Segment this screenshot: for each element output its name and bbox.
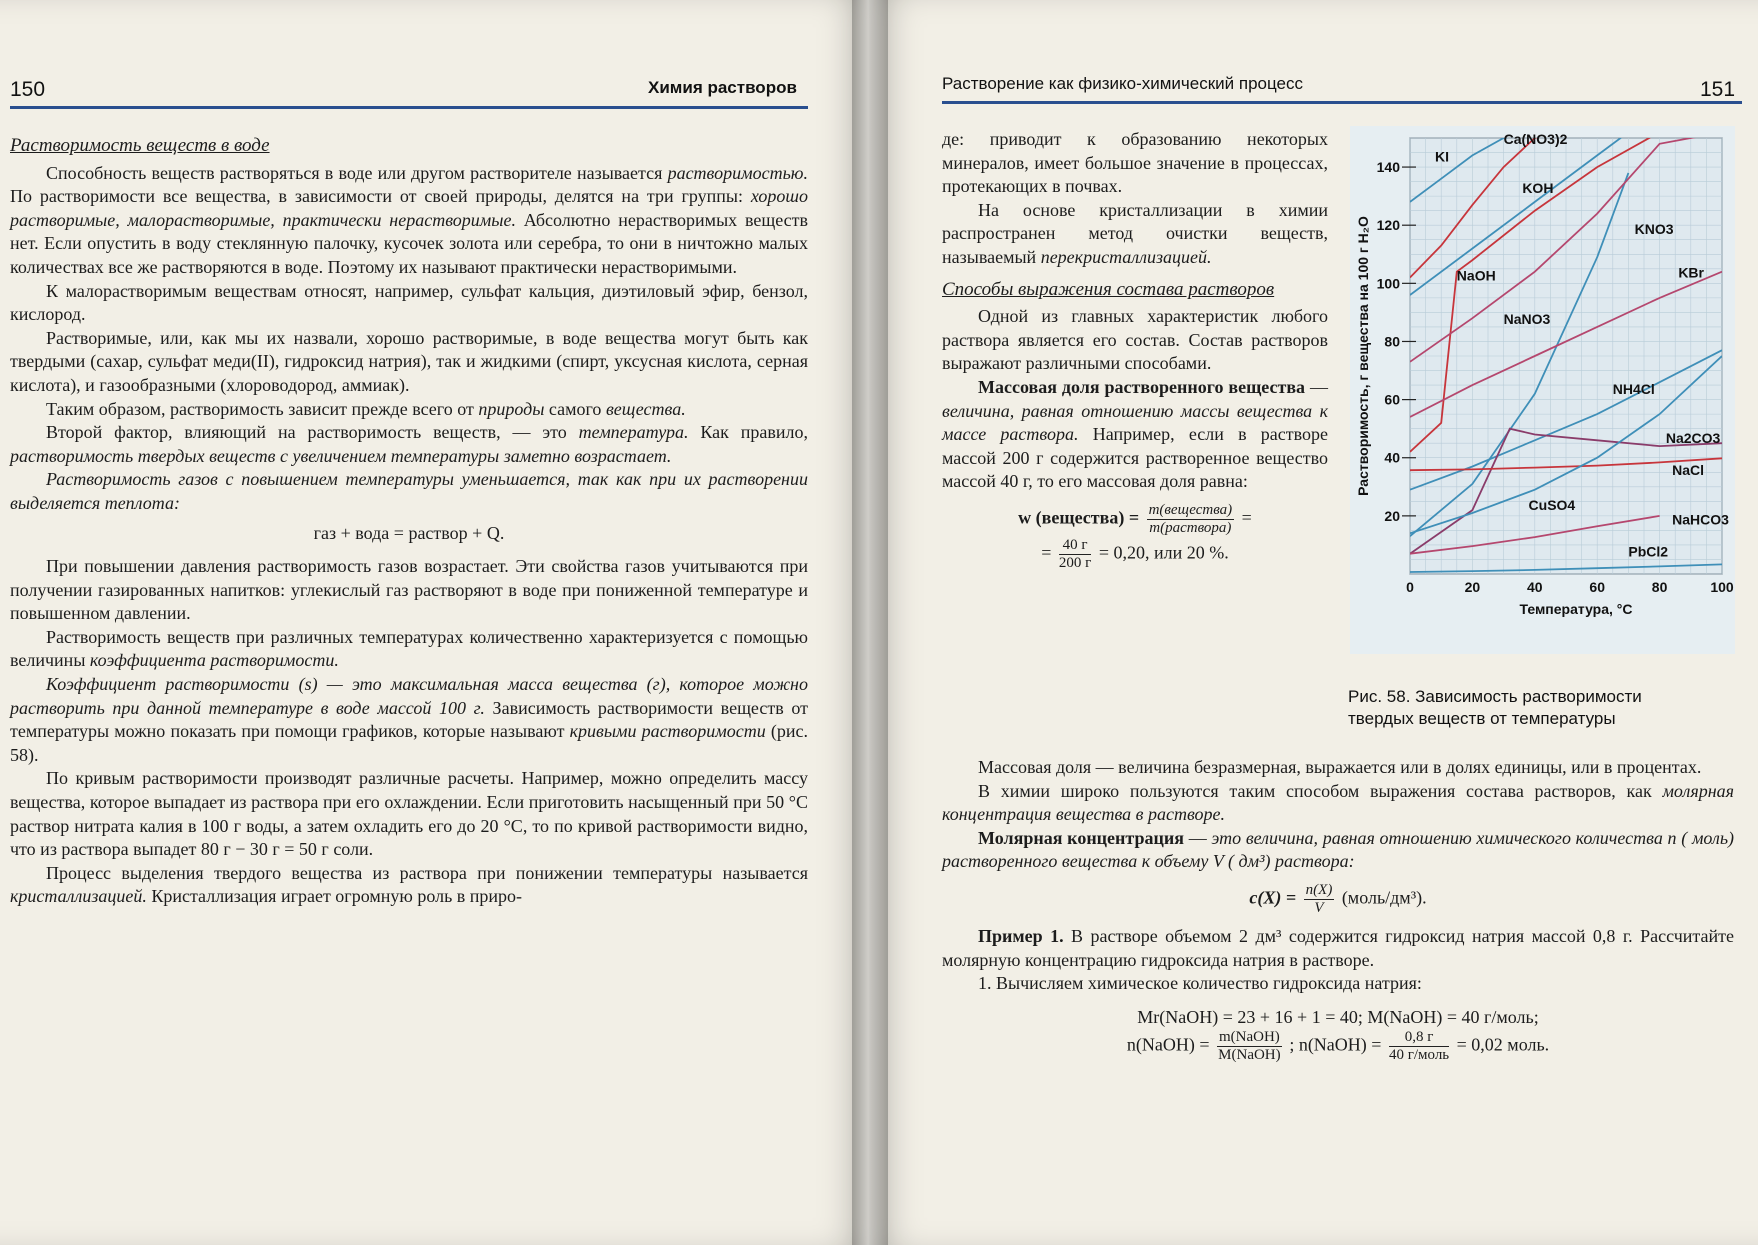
series-label-nano3: NaNO3	[1503, 311, 1551, 328]
paragraph	[942, 305, 1328, 376]
fraction-denominator: V	[1314, 899, 1324, 916]
text-run: Абсолютно нерастворимых веществ нет. Если опустить в воду стеклянную палочку, кусочек золота или серебра, то они в ничтожно малых количествах все же растворяются в воде. Поэтому их называют практически нерастворимыми.	[10, 209, 808, 277]
left-body-text	[10, 134, 808, 909]
text-run: Например, если в растворе массой 200 г содержится растворенное вещество массой 40 г, то его массовая доля равна:	[942, 424, 1328, 492]
series-label-ki: KI	[1434, 148, 1449, 165]
figure-caption: Рис. 58. Зависимость растворимости твердых веществ от температуры	[1348, 687, 1642, 728]
text-run: Массовая доля — величина безразмерная, выражается или в долях единицы, или в процентах.	[978, 757, 1702, 777]
text-run: Растворимость веществ при различных температурах количественно характеризуется с помощью величины	[10, 626, 808, 671]
paragraph	[10, 673, 808, 767]
series-label-cuso4: CuSO4	[1528, 497, 1576, 514]
text-run: Одной из главных характеристик любого раствора является его состав. Состав растворов выражают различными способами.	[942, 306, 1328, 374]
text-run: К малорастворимым веществам относят, например, сульфат кальция, диэтиловый эфир, бензол, кислород.	[10, 280, 808, 325]
bold-run: Массовая доля растворенного вещества	[978, 376, 1306, 397]
series-label-naoh: NaOH	[1456, 267, 1496, 284]
text-run: Зависимость растворимости веществ от температуры можно показать при помощи графиков, которые называют	[10, 697, 808, 742]
text-run: Растворимые, или, как мы их назвали, хорошо растворимые, в воде вещества могут быть как твердыми (сахар, сульфат меди(II), гидроксид натрия), так и жидкими (спирт, уксусная кислота, серная кислота), и газообразными (хлороводород, аммиак).	[10, 327, 808, 395]
formula-tail: = 0,02 моль.	[1456, 1034, 1550, 1055]
text-run: На основе кристаллизации в химии распространен метод очистки веществ, называемый	[942, 199, 1328, 267]
paragraph	[10, 862, 808, 909]
x-tick-label: 60	[1589, 579, 1605, 595]
italic-run: кристаллизацией.	[10, 886, 147, 907]
text-run: Процесс выделения твердого вещества из раствора при понижении температуры называется	[46, 862, 808, 883]
paragraph	[10, 398, 808, 422]
mass-fraction-formula	[942, 502, 1328, 537]
fraction-numerator: n(X)	[1305, 881, 1333, 898]
text-run: Кристаллизация играет огромную роль в приро-	[146, 886, 523, 907]
y-tick-label: 140	[1376, 159, 1400, 176]
text-run: Как правило,	[688, 422, 808, 443]
y-tick-label: 40	[1384, 449, 1400, 466]
text-run: В химии широко пользуются таким способом выражения состава растворов, как	[978, 780, 1663, 801]
paragraph	[942, 972, 1734, 996]
text-run: Таким образом, растворимость зависит прежде всего от	[46, 398, 479, 419]
y-tick-label: 120	[1376, 217, 1400, 234]
formula-tail: =	[1241, 507, 1252, 528]
paragraph	[10, 555, 808, 626]
x-tick-label: 100	[1710, 579, 1734, 595]
fraction	[1304, 882, 1335, 917]
italic-run: вещества.	[605, 398, 686, 419]
italic-run: температура.	[578, 422, 689, 443]
text-run: По кривым растворимости производят различные расчеты. Например, можно определить массу вещества, которое выпадает из раствора при его охлаждении. Если приготовить насыщенный при 50 °С раствор нитрата калия в 100 г воды, а затем охладить его до 20 °С, то по кривой растворимости видно, что из раствора выпадет 80 г − 30 г = 50 г соли.	[10, 768, 808, 860]
right-section-title: Способы выражения состава растворов	[942, 278, 1275, 300]
fraction	[1059, 537, 1091, 572]
italic-run: молярная концентрация вещества в растворе.	[942, 780, 1734, 825]
series-label-na2co3: Na2CO3	[1665, 430, 1721, 447]
formula-tail: = 0,20, или 20 %.	[1098, 542, 1229, 563]
fraction-numerator: 0,8 г	[1389, 1029, 1449, 1047]
series-label-kno3: KNO3	[1634, 220, 1674, 237]
italic-run: перекристаллизацией.	[1040, 246, 1212, 267]
bold-run: Молярная концентрация	[978, 827, 1184, 848]
paragraph	[10, 421, 808, 468]
italic-run: Растворимость газов с повышением температуры уменьшается, так как при их растворении выделяется теплота:	[10, 469, 808, 513]
text-run: —	[1183, 827, 1212, 848]
fraction-denominator: M(NaOH)	[1218, 1047, 1281, 1064]
right-column-text	[942, 128, 1328, 572]
right-full-paragraphs	[942, 756, 1734, 874]
paragraph	[942, 376, 1328, 494]
text-run: —	[1305, 376, 1328, 397]
text-run: Способность веществ растворяться в воде или другом растворителе называется	[46, 162, 668, 183]
left-paragraphs-continued	[10, 555, 808, 909]
y-tick-label: 20	[1384, 507, 1400, 524]
left-page	[0, 0, 870, 1245]
italic-run: природы	[478, 398, 545, 419]
series-label-nacl: NaCl	[1672, 462, 1704, 479]
right-full-text	[942, 756, 1734, 1064]
right-column-paragraphs-2	[942, 305, 1328, 494]
fraction-numerator: 40 г	[1059, 537, 1091, 555]
paragraph	[942, 199, 1328, 270]
solubility-chart	[1350, 126, 1735, 654]
formula-lhs: c(X) =	[1249, 887, 1297, 908]
molar-mass-formula: Mr(NaOH) = 23 + 16 + 1 = 40; M(NaOH) = 40 г/моль;	[1137, 1006, 1539, 1027]
y-axis-label: Растворимость, г вещества на 100 г H₂O	[1355, 216, 1371, 496]
paragraph	[10, 468, 808, 515]
left-page-number: 150	[10, 78, 46, 101]
italic-run: кривыми растворимости	[569, 721, 766, 742]
x-tick-label: 0	[1406, 579, 1414, 595]
paragraph	[942, 780, 1734, 827]
text-run: В растворе объемом 2 дм³ содержится гидроксид натрия массой 0,8 г. Рассчитайте молярную концентрацию гидроксида натрия в растворе.	[942, 925, 1734, 970]
formula-lhs: w (вещества) =	[1018, 507, 1140, 528]
italic-run: Коэффициент растворимости (s) — это максимальная масса вещества (г), которое можно растворить при данной температуре в воде массой 100 г.	[10, 674, 808, 718]
text-run: самого	[544, 398, 606, 419]
x-tick-label: 20	[1464, 579, 1481, 595]
fraction-denominator: 40 г/моль	[1388, 1047, 1450, 1064]
x-axis-label: Температура, °С	[1519, 601, 1633, 617]
right-column-paragraphs	[942, 128, 1328, 270]
fraction-numerator: m(вещества)	[1148, 501, 1233, 518]
formula-lead: =	[1041, 542, 1052, 563]
book-gutter	[852, 0, 888, 1245]
paragraph	[10, 327, 808, 398]
italic-run: коэффициента растворимости.	[89, 650, 339, 671]
formula-lhs: n(NaOH) =	[1126, 1034, 1210, 1055]
italic-run: величина, равная отношению массы вещества к массе раствора.	[942, 400, 1328, 445]
x-tick-label: 80	[1651, 579, 1668, 595]
series-label-koh: KOH	[1522, 180, 1554, 197]
series-label-ca(no3)2: Ca(NO3)2	[1503, 130, 1568, 147]
text-run: По растворимости все вещества, в зависимости от своей природы, делятся на три группы:	[10, 186, 751, 207]
fraction	[1389, 1029, 1449, 1064]
text-run: При повышении давления растворимость газов возрастает. Эти свойства газов учитываются при получении газированных напитков: углекислый газ растворяют в воде при пониженной температуре и повышенном давлении.	[10, 556, 808, 624]
italic-run: это величина, равная отношению химического количества n ( моль) растворенного вещества к объему V ( дм³) раствора:	[942, 827, 1735, 872]
right-page-number: 151	[1700, 78, 1736, 101]
series-label-nh4cl: NH4Cl	[1612, 380, 1655, 397]
section-title: Растворимость веществ в воде	[10, 135, 270, 156]
paragraph	[942, 827, 1734, 874]
text-run: (рис. 58).	[10, 721, 809, 765]
paragraph	[942, 925, 1734, 972]
fraction-denominator: 200 г	[1058, 554, 1092, 571]
amount-formula	[942, 1029, 1734, 1064]
formula-lhs-2: ; n(NaOH) =	[1289, 1034, 1382, 1055]
fraction-numerator: m(NaOH)	[1218, 1029, 1280, 1046]
series-label-kbr: KBr	[1678, 264, 1704, 281]
bold-run: Пример 1.	[978, 925, 1064, 946]
fraction	[1217, 1029, 1282, 1064]
molar-concentration-formula	[942, 882, 1734, 917]
left-paragraphs	[10, 162, 808, 516]
italic-run: растворимость твердых веществ с увеличением температуры заметно возрастает.	[10, 445, 672, 466]
right-header-rule	[942, 101, 1742, 104]
paragraph	[942, 756, 1734, 780]
series-label-nahco3: NaHCO3	[1672, 511, 1729, 528]
formula-tail: (моль/дм³).	[1341, 887, 1427, 908]
text-run: Второй фактор, влияющий на растворимость веществ, — это	[46, 422, 579, 443]
example-paragraphs	[942, 925, 1734, 996]
fraction	[1147, 502, 1235, 537]
text-run: де: приводит к образованию некоторых минералов, имеет большое значение в процессах, протекающих в почвах.	[942, 129, 1328, 197]
text-run: 1. Вычисляем химическое количество гидроксида натрия:	[978, 973, 1422, 994]
series-label-pbcl2: PbCl2	[1628, 543, 1669, 560]
paragraph	[10, 767, 808, 861]
mass-fraction-example	[942, 537, 1328, 572]
paragraph	[10, 280, 808, 327]
italic-run: растворимостью.	[667, 162, 808, 183]
paragraph	[10, 626, 808, 673]
paragraph	[942, 128, 1328, 199]
y-tick-label: 80	[1384, 333, 1400, 350]
x-tick-label: 40	[1527, 579, 1543, 595]
fraction-denominator: m(раствора)	[1149, 519, 1232, 536]
y-tick-label: 100	[1376, 275, 1400, 292]
left-header-rule	[10, 106, 808, 109]
gas-equation: газ + вода = раствор + Q.	[313, 522, 505, 543]
left-running-title: Химия растворов	[648, 78, 797, 97]
right-running-title: Растворение как физико-химический процесс	[942, 74, 1303, 93]
italic-run: хорошо растворимые, малорастворимые, практически нерастворимые.	[10, 186, 808, 230]
y-tick-label: 60	[1384, 391, 1400, 408]
paragraph	[10, 162, 808, 280]
